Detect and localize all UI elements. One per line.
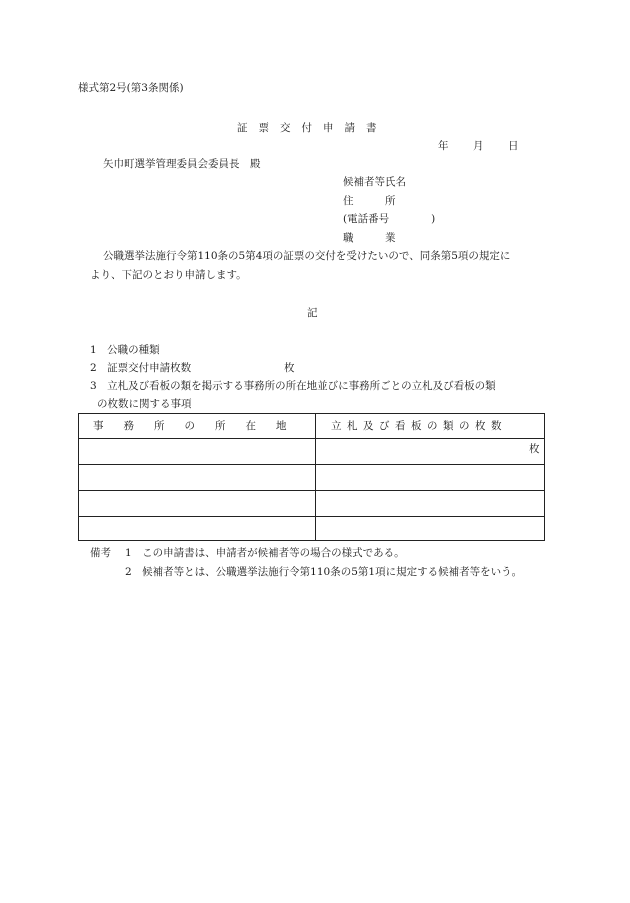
body-text-line1: 公職選挙法施行令第110条の5第4項の証票の交付を受けたいので、同条第5項の規定に <box>103 250 511 262</box>
note-1: 1 この申請書は、申請者が候補者等の場合の様式である。 <box>125 547 405 559</box>
ki-heading: 記 <box>307 307 318 319</box>
notes-label: 備考 <box>90 547 111 559</box>
item-2: 2 証票交付申請枚数 <box>90 362 192 374</box>
date-year-label: 年 <box>438 140 449 152</box>
date-day-label: 日 <box>508 140 519 152</box>
table-row-line <box>79 438 544 439</box>
applicant-address-label: 住 所 <box>343 195 396 207</box>
table-column-divider <box>315 414 316 540</box>
table-row-line <box>79 490 544 491</box>
office-signboard-table <box>78 413 545 541</box>
table-row-line <box>79 516 544 517</box>
addressee: 矢巾町選挙管理委員会委員長 殿 <box>103 158 261 170</box>
table-unit-label: 枚 <box>529 443 540 455</box>
applicant-name-label: 候補者等氏名 <box>343 176 406 188</box>
item-2-unit: 枚 <box>284 362 295 374</box>
note-2: 2 候補者等とは、公職選挙法施行令第110条の5第1項に規定する候補者等をいう。 <box>125 566 523 578</box>
applicant-phone-label: (電話番号 ) <box>343 213 436 225</box>
body-text-line2: より、下記のとおり申請します。 <box>90 269 247 281</box>
item-3-line1: 3 立札及び看板の類を掲示する事務所の所在地並びに事務所ごとの立札及び看板の類 <box>90 380 496 392</box>
applicant-occupation-label: 職 業 <box>343 232 396 244</box>
table-header-signboard-count: 立札及び看板の類の枚数 <box>331 420 507 432</box>
table-row-line <box>79 464 544 465</box>
item-3-line2: の枚数に関する事項 <box>97 398 192 410</box>
item-1: 1 公職の種類 <box>90 344 160 356</box>
date-month-label: 月 <box>473 140 484 152</box>
document-title: 証票交付申請書 <box>237 122 388 134</box>
table-header-office-location: 事務所の所在地 <box>93 420 307 432</box>
form-number: 様式第2号(第3条関係) <box>78 82 184 94</box>
